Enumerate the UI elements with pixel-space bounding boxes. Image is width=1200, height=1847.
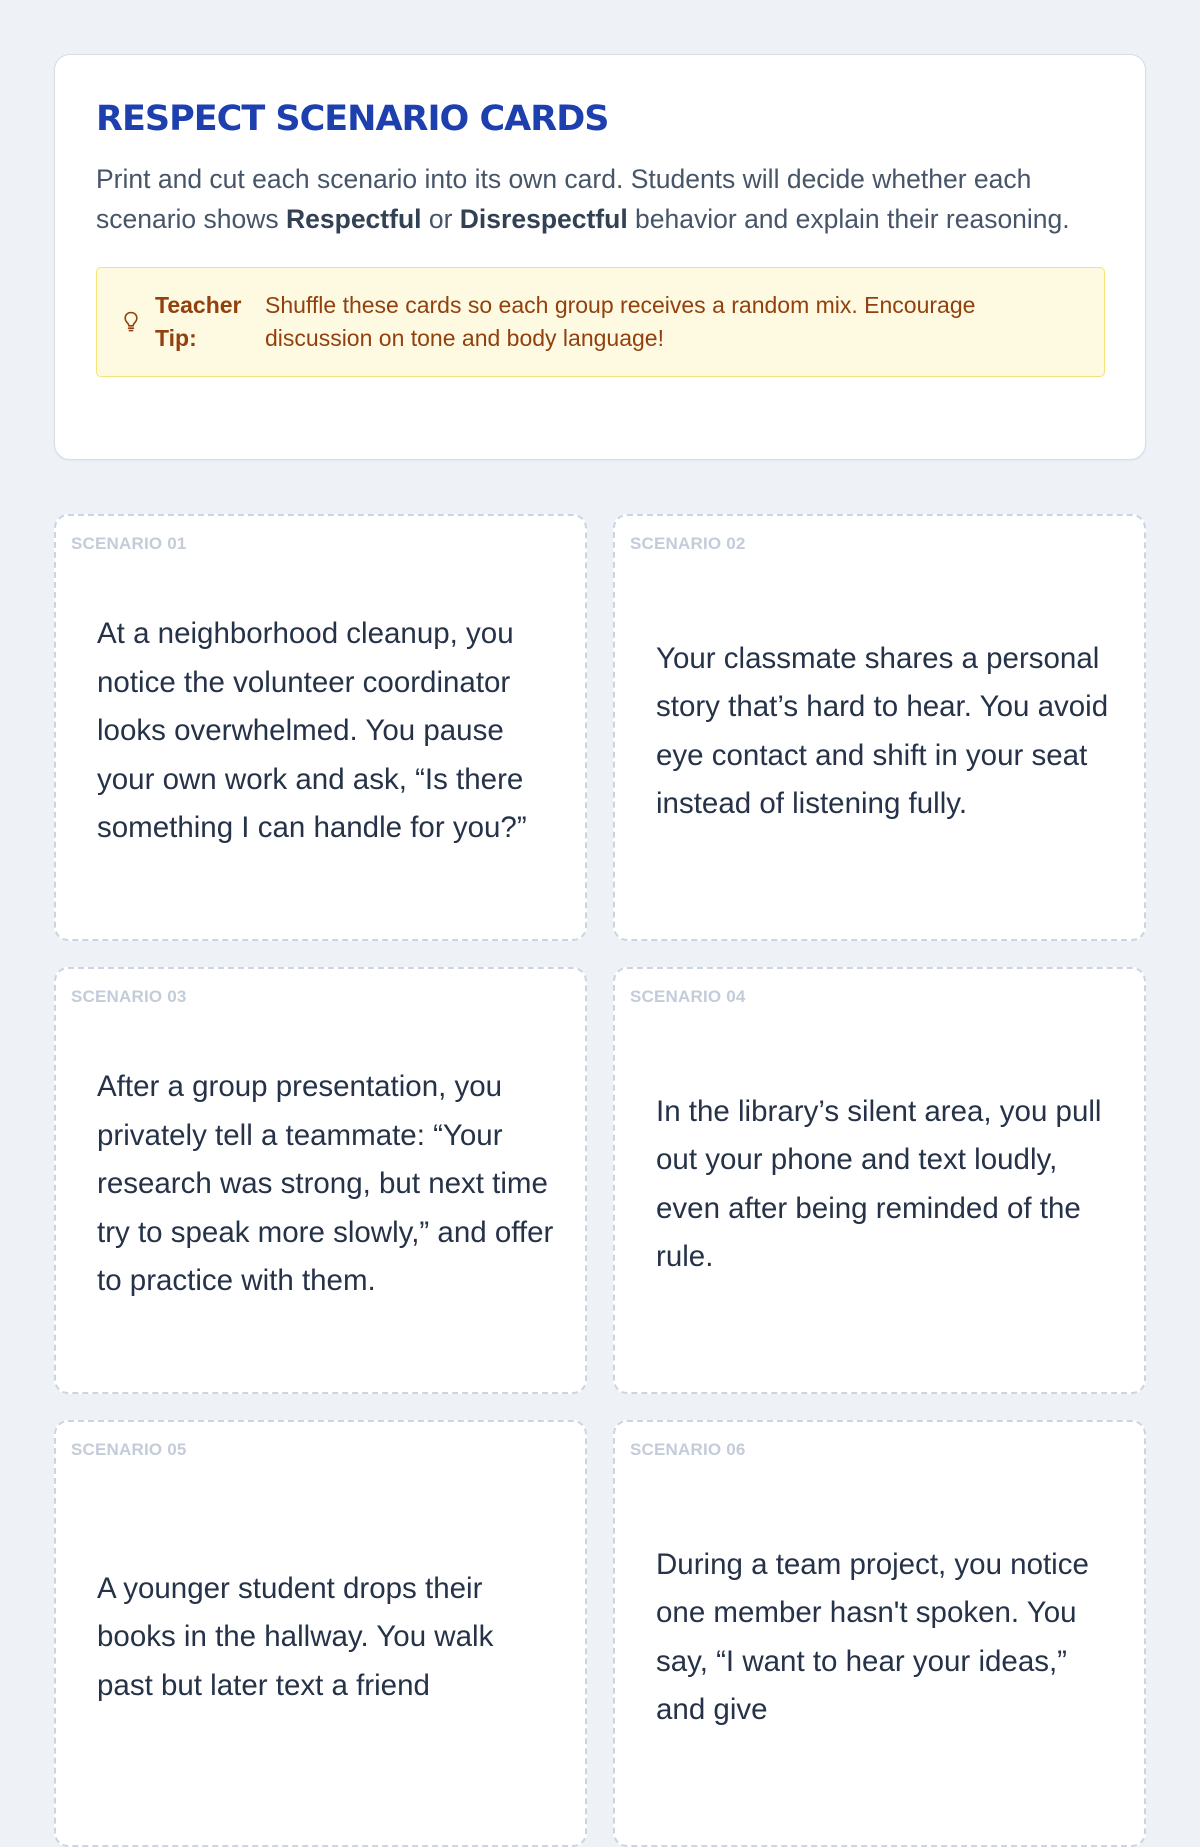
scenario-text: At a neighborhood cleanup, you notice the volunteer coordinator looks overwhelmed. You pause your own work and ask, “Is there something I can handle for you?” — [97, 617, 527, 845]
instructions-part-1: Print and cut each scenario into its own card. Students will decide whether each scenario shows — [96, 164, 1032, 234]
scenario-label: SCENARIO 01 — [71, 534, 187, 553]
scenario-card-03 — [54, 967, 587, 1394]
scenario-label: SCENARIO 04 — [630, 987, 746, 1006]
scenario-text: Your classmate shares a personal story that’s hard to hear. You avoid eye contact and shift in your seat instead of listening fully. — [656, 641, 1109, 820]
scenario-grid — [54, 514, 1146, 1847]
instructions-or: or — [421, 204, 460, 234]
instructions-part-2: behavior and explain their reasoning. — [627, 204, 1070, 234]
scenario-text: During a team project, you notice one member hasn't spoken. You say, “I want to hear your ideas,” and give — [656, 1547, 1089, 1726]
teacher-tip-label: Teacher Tip: — [155, 292, 242, 351]
scenario-card-05 — [54, 1420, 587, 1847]
scenario-label: SCENARIO 02 — [630, 534, 746, 553]
scenario-label: SCENARIO 06 — [630, 1440, 746, 1459]
scenario-card-02 — [613, 514, 1146, 941]
disrespectful-term: Disrespectful — [459, 204, 628, 234]
scenario-label: SCENARIO 05 — [71, 1440, 187, 1459]
scenario-card-01 — [54, 514, 587, 941]
scenario-text: A younger student drops their books in the hallway. You walk past but later text a friend — [97, 1571, 494, 1702]
scenario-label: SCENARIO 03 — [71, 987, 187, 1006]
lightbulb-icon — [121, 309, 141, 335]
page-title: RESPECT SCENARIO CARDS — [96, 99, 609, 139]
teacher-tip-text: Shuffle these cards so each group receives a random mix. Encourage discussion on tone and body language! — [265, 292, 976, 351]
header-card — [54, 54, 1146, 460]
scenario-text: After a group presentation, you privately tell a teammate: “Your research was strong, but next time try to speak more slowly,” and offer to practice with them. — [97, 1070, 554, 1298]
scenario-card-04 — [613, 967, 1146, 1394]
respectful-term: Respectful — [286, 204, 422, 234]
scenario-text: In the library’s silent area, you pull out your phone and text loudly, even after being reminded of the rule. — [656, 1094, 1102, 1273]
instructions-text — [96, 159, 1105, 239]
scenario-card-06 — [613, 1420, 1146, 1847]
teacher-tip-box — [96, 267, 1105, 377]
